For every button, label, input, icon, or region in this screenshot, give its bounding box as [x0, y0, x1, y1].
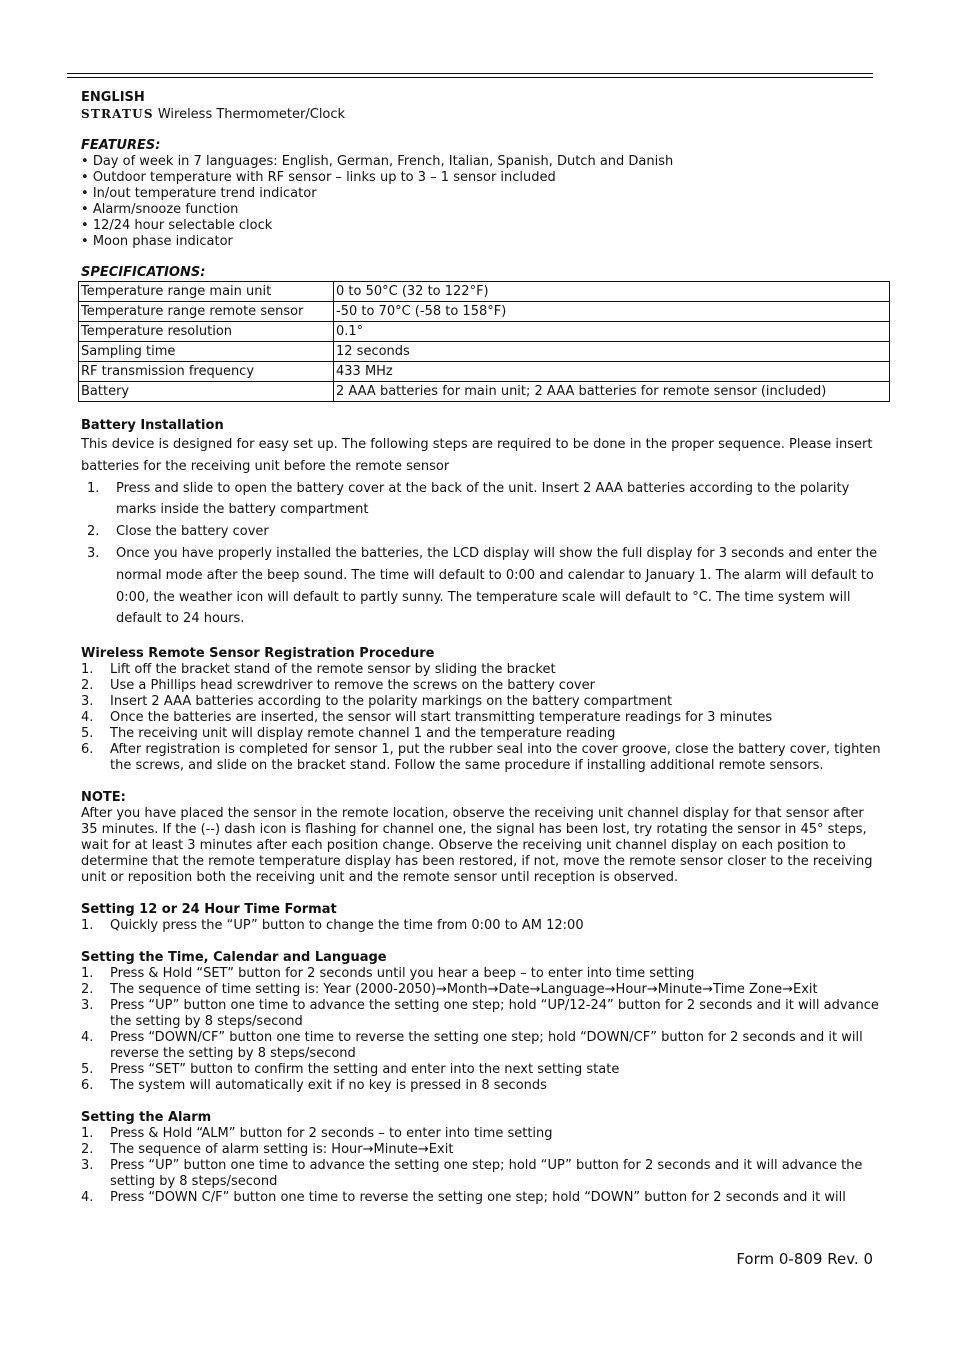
table-row	[79, 362, 890, 382]
table-row	[79, 342, 890, 362]
document-body	[81, 90, 881, 1206]
step-text: Insert 2 AAA batteries according to the polarity markings on the battery compartment	[110, 694, 673, 710]
specifications-heading: SPECIFICATIONS:	[81, 265, 206, 280]
step-text: Press “SET” button to confirm the setting and enter into the next setting state	[110, 1062, 620, 1078]
list-item	[81, 543, 881, 630]
step-text: Use a Phillips head screwdriver to remove the screws on the battery cover	[110, 678, 595, 694]
step-text: After registration is completed for sensor 1, put the rubber seal into the cover groove, close the battery cover, tighten the screws, and slide on the bracket stand. Follow the same procedure if installing additional remote sensors.	[110, 742, 881, 774]
step-number: 1.	[81, 966, 94, 982]
list-item	[81, 998, 881, 1030]
time-format-steps	[81, 918, 881, 934]
step-number: 4.	[81, 1030, 94, 1046]
step-text: The sequence of alarm setting is: Hour→Minute→Exit	[110, 1142, 454, 1158]
step-number: 3.	[87, 545, 100, 561]
step-number: 3.	[81, 1158, 94, 1174]
list-item	[81, 662, 881, 678]
step-number: 2.	[81, 1142, 94, 1158]
list-item	[81, 726, 881, 742]
step-text: Press & Hold “ALM” button for 2 seconds – to enter into time setting	[110, 1126, 553, 1142]
step-text: Press “DOWN C/F” button one time to reverse the setting one step; hold “DOWN” button for 2 seconds and it will	[110, 1190, 846, 1206]
list-item	[81, 1062, 881, 1078]
table-row	[79, 302, 890, 322]
feature-item: • Outdoor temperature with RF sensor – links up to 3 – 1 sensor included	[81, 170, 881, 186]
sensor-registration-heading: Wireless Remote Sensor Registration Procedure	[81, 646, 435, 662]
step-number: 1.	[81, 918, 94, 934]
step-text: Press & Hold “SET” button for 2 seconds until you hear a beep – to enter into time setting	[110, 966, 695, 982]
spec-label: Temperature resolution	[79, 322, 334, 342]
spec-value: 2 AAA batteries for main unit; 2 AAA batteries for remote sensor (included)	[334, 382, 890, 402]
spec-label: Temperature range main unit	[79, 282, 334, 302]
step-number: 6.	[81, 1078, 94, 1094]
spec-label: Battery	[79, 382, 334, 402]
note-text: After you have placed the sensor in the remote location, observe the receiving unit channel display for that sensor after 35 minutes. If the (--) dash icon is flashing for channel one, the signal has been lost, try rotating the sensor in 45° steps, wait for at least 3 minutes after each position change. Observe the receiving unit channel display on each position to determine that the remote temperature display has been restored, if not, move the remote sensor closer to the receiving unit or reposition both the receiving unit and the remote sensor until reception is observed.	[81, 806, 873, 886]
spec-value: 0.1°	[334, 322, 890, 342]
battery-installation-steps	[81, 478, 881, 631]
feature-item: • Alarm/snooze function	[81, 202, 881, 218]
list-item	[81, 678, 881, 694]
list-item	[81, 478, 881, 522]
step-number: 2.	[87, 524, 100, 540]
step-text: Press “DOWN/CF” button one time to reverse the setting one step; hold “DOWN/CF” button for 2 seconds and it will reverse the setting by 8 steps/second	[110, 1030, 863, 1062]
step-text: Press “UP” button one time to advance the setting one step; hold “UP” button for 2 seconds and it will advance the setting by 8 steps/second	[110, 1158, 863, 1190]
battery-installation-heading: Battery Installation	[81, 418, 224, 433]
note-heading: NOTE:	[81, 790, 126, 806]
list-item	[81, 1126, 881, 1142]
list-item	[81, 918, 881, 934]
step-number: 4.	[81, 710, 94, 726]
step-number: 3.	[81, 998, 94, 1014]
top-rule	[67, 73, 873, 74]
specifications-table	[78, 281, 890, 402]
list-item	[81, 966, 881, 982]
step-text: Once the batteries are inserted, the sensor will start transmitting temperature readings for 3 minutes	[110, 710, 773, 726]
battery-installation-intro: This device is designed for easy set up. The following steps are required to be done in the proper sequence. Please insert batteries for the receiving unit before the remote sensor	[81, 437, 873, 474]
top-rule-second	[67, 77, 873, 78]
sensor-registration-steps	[81, 662, 881, 774]
step-number: 5.	[81, 1062, 94, 1078]
step-text: The sequence of time setting is: Year (2000-2050)→Month→Date→Language→Hour→Minute→Time Zone→Exit	[110, 982, 818, 998]
product-name: Wireless Thermometer/Clock	[157, 107, 346, 122]
list-item	[81, 1030, 881, 1062]
feature-item: • In/out temperature trend indicator	[81, 186, 881, 202]
table-row	[79, 382, 890, 402]
step-text: Close the battery cover	[116, 524, 269, 540]
list-item	[81, 1078, 881, 1094]
spec-label: Temperature range remote sensor	[79, 302, 334, 322]
step-number: 1.	[81, 662, 94, 678]
list-item	[81, 1158, 881, 1190]
step-text: Press and slide to open the battery cover at the back of the unit. Insert 2 AAA batteries according to the polarity marks inside the battery compartment	[116, 480, 850, 518]
form-number-footer: Form 0-809 Rev. 0	[736, 1250, 873, 1268]
step-number: 5.	[81, 726, 94, 742]
alarm-heading: Setting the Alarm	[81, 1110, 212, 1126]
language-heading: ENGLISH	[81, 90, 145, 105]
step-text: The system will automatically exit if no key is pressed in 8 seconds	[110, 1078, 547, 1094]
list-item	[81, 1142, 881, 1158]
alarm-steps	[81, 1126, 881, 1206]
spec-value: 12 seconds	[334, 342, 890, 362]
step-text: Quickly press the “UP” button to change the time from 0:00 to AM 12:00	[110, 918, 584, 934]
spec-value: 433 MHz	[334, 362, 890, 382]
list-item	[81, 694, 881, 710]
step-text: Press “UP” button one time to advance the setting one step; hold “UP/12-24” button for 2 seconds and it will advance the setting by 8 steps/second	[110, 998, 879, 1030]
step-number: 1.	[87, 480, 100, 496]
features-heading: FEATURES:	[81, 138, 161, 153]
step-number: 2.	[81, 982, 94, 998]
features-list	[81, 154, 881, 250]
brand-logo: STRATUS	[81, 107, 154, 121]
table-row	[79, 282, 890, 302]
feature-item: • Day of week in 7 languages: English, German, French, Italian, Spanish, Dutch and Danish	[81, 154, 881, 170]
step-text: Once you have properly installed the batteries, the LCD display will show the full display for 3 seconds and enter the normal mode after the beep sound. The time will default to 0:00 and calendar to January 1. The alarm will default to 0:00, the weather icon will default to partly sunny. The temperature scale will default to °C. The time system will default to 24 hours.	[116, 545, 878, 627]
list-item	[81, 710, 881, 726]
list-item	[81, 1190, 881, 1206]
step-text: Lift off the bracket stand of the remote sensor by sliding the bracket	[110, 662, 556, 678]
step-number: 1.	[81, 1126, 94, 1142]
list-item	[81, 521, 881, 543]
time-format-heading: Setting 12 or 24 Hour Time Format	[81, 902, 337, 918]
time-calendar-heading: Setting the Time, Calendar and Language	[81, 950, 387, 966]
feature-item: • Moon phase indicator	[81, 234, 881, 250]
step-number: 2.	[81, 678, 94, 694]
feature-item: • 12/24 hour selectable clock	[81, 218, 881, 234]
step-number: 4.	[81, 1190, 94, 1206]
product-line	[81, 106, 881, 123]
spec-value: 0 to 50°C (32 to 122°F)	[334, 282, 890, 302]
step-text: The receiving unit will display remote channel 1 and the temperature reading	[110, 726, 616, 742]
spec-label: RF transmission frequency	[79, 362, 334, 382]
list-item	[81, 982, 881, 998]
time-calendar-steps	[81, 966, 881, 1094]
spec-value: -50 to 70°C (-58 to 158°F)	[334, 302, 890, 322]
step-number: 6.	[81, 742, 94, 758]
list-item	[81, 742, 881, 774]
spec-label: Sampling time	[79, 342, 334, 362]
table-row	[79, 322, 890, 342]
step-number: 3.	[81, 694, 94, 710]
